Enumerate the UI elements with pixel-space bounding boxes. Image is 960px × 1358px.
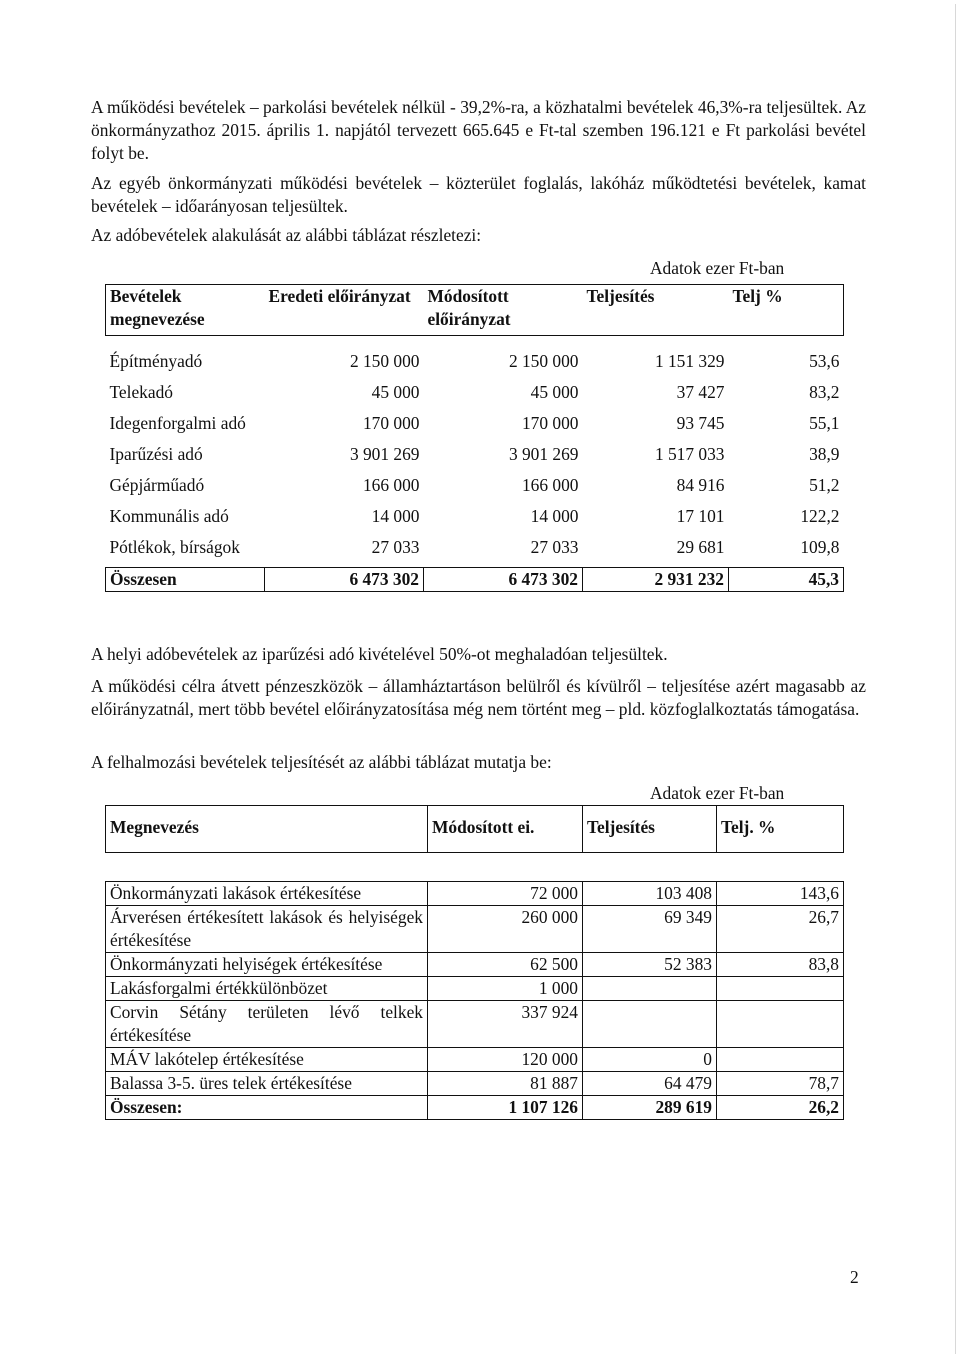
cell-performance: 1 517 033 bbox=[654, 444, 725, 464]
table-total-row bbox=[106, 568, 844, 592]
paragraph-tax-intro: Az adóbevételek alakulását az alábbi táblázat részletezi: bbox=[91, 225, 482, 245]
cell-percent: 78,7 bbox=[717, 1072, 844, 1096]
table-row bbox=[106, 350, 844, 381]
scan-edge-line bbox=[955, 4, 956, 1354]
row-label: Építményadó bbox=[109, 351, 203, 371]
column-header: Bevételek megnevezése bbox=[106, 285, 265, 336]
cell-performance: 69 349 bbox=[583, 906, 717, 953]
table-row bbox=[106, 977, 844, 1001]
capital-table-unit-note: Adatok ezer Ft-ban bbox=[650, 783, 785, 803]
total-original: 6 473 302 bbox=[265, 568, 424, 592]
table-header-row bbox=[106, 285, 844, 336]
cell-performance bbox=[583, 1001, 717, 1048]
row-label: Lakásforgalmi értékkülönbözet bbox=[106, 977, 428, 1001]
cell-percent: 51,2 bbox=[809, 475, 840, 495]
cell-original: 45 000 bbox=[371, 382, 420, 402]
paragraph-local-tax-note: A helyi adóbevételek az iparűzési adó kivételével 50%-ot meghaladóan teljesültek. bbox=[91, 644, 668, 664]
table-row bbox=[106, 953, 844, 977]
row-label: Gépjárműadó bbox=[109, 475, 205, 495]
row-label: Árverésen értékesített lakások és helyiségek értékesítése bbox=[106, 906, 428, 953]
cell-modified: 81 887 bbox=[428, 1072, 583, 1096]
row-label: Corvin Sétány területen lévő telkek értékesítése bbox=[106, 1001, 428, 1048]
cell-percent: 53,6 bbox=[809, 351, 840, 371]
cell-performance: 52 383 bbox=[583, 953, 717, 977]
row-label: Kommunális adó bbox=[109, 506, 229, 526]
paragraph-other-revenue: Az egyéb önkormányzati működési bevételek – közterület foglalás, lakóház működtetési bevételek, kamat bevételek – időarányosan teljesültek. bbox=[91, 173, 866, 216]
cell-performance: 93 745 bbox=[676, 413, 725, 433]
cell-modified: 72 000 bbox=[428, 882, 583, 906]
cell-percent: 109,8 bbox=[800, 537, 840, 557]
cell-percent bbox=[717, 977, 844, 1001]
table-row bbox=[106, 536, 844, 568]
table-row bbox=[106, 381, 844, 412]
cell-percent: 38,9 bbox=[809, 444, 840, 464]
row-label: Önkormányzati helyiségek értékesítése bbox=[106, 953, 428, 977]
cell-performance: 103 408 bbox=[583, 882, 717, 906]
column-header: Megnevezés bbox=[106, 806, 428, 853]
cell-modified: 27 033 bbox=[530, 537, 579, 557]
row-label: MÁV lakótelep értékesítése bbox=[106, 1048, 428, 1072]
column-header: Módosított előirányzat bbox=[424, 285, 583, 336]
table-row bbox=[106, 1048, 844, 1072]
total-performance: 289 619 bbox=[583, 1096, 717, 1120]
table-row bbox=[106, 412, 844, 443]
tax-table-unit-note: Adatok ezer Ft-ban bbox=[650, 258, 785, 278]
cell-original: 14 000 bbox=[371, 506, 420, 526]
cell-percent: 83,2 bbox=[809, 382, 840, 402]
cell-modified: 62 500 bbox=[428, 953, 583, 977]
column-header: Teljesítés bbox=[583, 806, 717, 853]
cell-performance: 29 681 bbox=[676, 537, 725, 557]
cell-modified: 2 150 000 bbox=[508, 351, 579, 371]
column-header: Telj. % bbox=[717, 806, 844, 853]
cell-percent: 55,1 bbox=[809, 413, 840, 433]
cell-modified: 337 924 bbox=[428, 1001, 583, 1048]
cell-percent bbox=[717, 1048, 844, 1072]
table-row bbox=[106, 1001, 844, 1048]
cell-original: 3 901 269 bbox=[349, 444, 420, 464]
column-header: Teljesítés bbox=[583, 285, 729, 336]
table-row bbox=[106, 505, 844, 536]
cell-performance: 1 151 329 bbox=[654, 351, 725, 371]
row-label: Iparűzési adó bbox=[109, 444, 203, 464]
cell-performance: 37 427 bbox=[676, 382, 725, 402]
total-percent: 26,2 bbox=[717, 1096, 844, 1120]
total-label: Összesen bbox=[106, 568, 265, 592]
total-label: Összesen: bbox=[106, 1096, 428, 1120]
row-label: Pótlékok, bírságok bbox=[109, 537, 240, 557]
cell-modified: 1 000 bbox=[428, 977, 583, 1001]
table-row bbox=[106, 474, 844, 505]
row-label: Idegenforgalmi adó bbox=[109, 413, 246, 433]
paragraph-capital-intro: A felhalmozási bevételek teljesítését az alábbi táblázat mutatja be: bbox=[91, 752, 552, 772]
column-header: Módosított ei. bbox=[428, 806, 583, 853]
cell-modified: 166 000 bbox=[521, 475, 579, 495]
row-label: Önkormányzati lakások értékesítése bbox=[106, 882, 428, 906]
cell-modified: 120 000 bbox=[428, 1048, 583, 1072]
table-total-row bbox=[106, 1096, 844, 1120]
capital-revenue-table bbox=[105, 805, 844, 1120]
cell-performance bbox=[583, 977, 717, 1001]
cell-original: 2 150 000 bbox=[349, 351, 420, 371]
row-label: Telekadó bbox=[109, 382, 173, 402]
cell-modified: 14 000 bbox=[530, 506, 579, 526]
cell-performance: 64 479 bbox=[583, 1072, 717, 1096]
cell-percent bbox=[717, 1001, 844, 1048]
row-label: Balassa 3-5. üres telek értékesítése bbox=[106, 1072, 428, 1096]
cell-original: 27 033 bbox=[371, 537, 420, 557]
table-row bbox=[106, 443, 844, 474]
total-performance: 2 931 232 bbox=[583, 568, 729, 592]
table-row bbox=[106, 1072, 844, 1096]
table-row bbox=[106, 882, 844, 906]
page-number: 2 bbox=[850, 1267, 859, 1287]
cell-performance: 17 101 bbox=[676, 506, 725, 526]
tax-revenue-table bbox=[105, 284, 844, 592]
cell-percent: 26,7 bbox=[717, 906, 844, 953]
cell-percent: 143,6 bbox=[717, 882, 844, 906]
cell-percent: 122,2 bbox=[800, 506, 840, 526]
cell-performance: 0 bbox=[583, 1048, 717, 1072]
cell-percent: 83,8 bbox=[717, 953, 844, 977]
table-row bbox=[106, 906, 844, 953]
column-header: Eredeti előirányzat bbox=[265, 285, 424, 336]
table-header-row bbox=[106, 806, 844, 853]
total-modified: 6 473 302 bbox=[424, 568, 583, 592]
total-modified: 1 107 126 bbox=[428, 1096, 583, 1120]
cell-performance: 84 916 bbox=[676, 475, 725, 495]
cell-original: 170 000 bbox=[362, 413, 420, 433]
paragraph-transferred-funds: A működési célra átvett pénzeszközök – államháztartáson belülről és kívülről – teljesítése azért magasabb az előirányzatnál, mert több bevétel előirányzatosítása még nem történt meg – pld. közfoglalkoztatás támogatása. bbox=[91, 676, 866, 719]
column-header: Telj % bbox=[729, 285, 844, 336]
paragraph-operating-revenue: A működési bevételek – parkolási bevételek nélkül - 39,2%-ra, a közhatalmi bevételek 46,3%-ra teljesültek. Az önkormányzathoz 2015. április 1. napjától tervezett 665.645 e Ft-tal szemben 196.121 e Ft parkolási bevétel folyt be. bbox=[91, 97, 866, 163]
cell-original: 166 000 bbox=[362, 475, 420, 495]
cell-modified: 3 901 269 bbox=[508, 444, 579, 464]
cell-modified: 260 000 bbox=[428, 906, 583, 953]
cell-modified: 45 000 bbox=[530, 382, 579, 402]
total-percent: 45,3 bbox=[729, 568, 844, 592]
cell-modified: 170 000 bbox=[521, 413, 579, 433]
